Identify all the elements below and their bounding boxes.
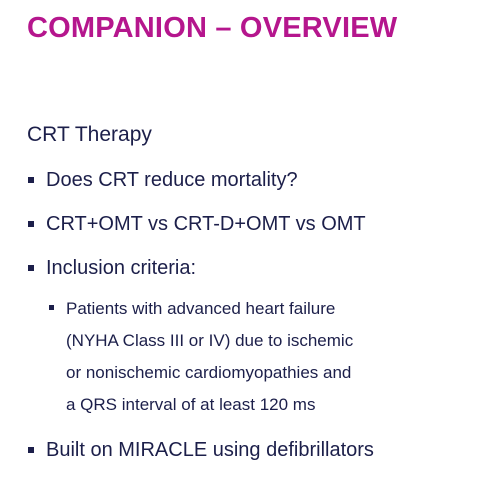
bullet-text: Built on MIRACLE using defibrillators — [46, 439, 374, 461]
square-bullet-icon — [28, 221, 34, 227]
square-sub-bullet-icon — [49, 305, 54, 310]
bullet-item — [27, 209, 467, 239]
bullet-text: Inclusion criteria: — [46, 257, 197, 279]
sub-bullet-item — [46, 293, 396, 421]
slide-content — [27, 120, 467, 479]
square-bullet-icon — [28, 447, 34, 453]
section-heading: CRT Therapy — [27, 123, 152, 146]
sub-bullet-line: or nonischemic cardiomyopathies and — [66, 363, 352, 382]
bullet-text: CRT+OMT vs CRT-D+OMT vs OMT — [46, 213, 366, 235]
sub-bullet-list — [46, 293, 467, 421]
sub-bullet-line: a QRS interval of at least 120 ms — [66, 395, 316, 414]
bullet-item — [27, 435, 467, 465]
sub-bullet-line: Patients with advanced heart failure — [66, 299, 336, 318]
bullet-item — [27, 165, 467, 195]
bullet-item — [27, 253, 467, 421]
sub-bullet-line: (NYHA Class III or IV) due to ischemic — [66, 331, 354, 350]
square-bullet-icon — [28, 177, 34, 183]
bullet-text: Does CRT reduce mortality? — [46, 169, 298, 191]
bullet-list — [27, 165, 467, 465]
slide-title: COMPANION – OVERVIEW — [27, 12, 398, 44]
square-bullet-icon — [28, 265, 34, 271]
